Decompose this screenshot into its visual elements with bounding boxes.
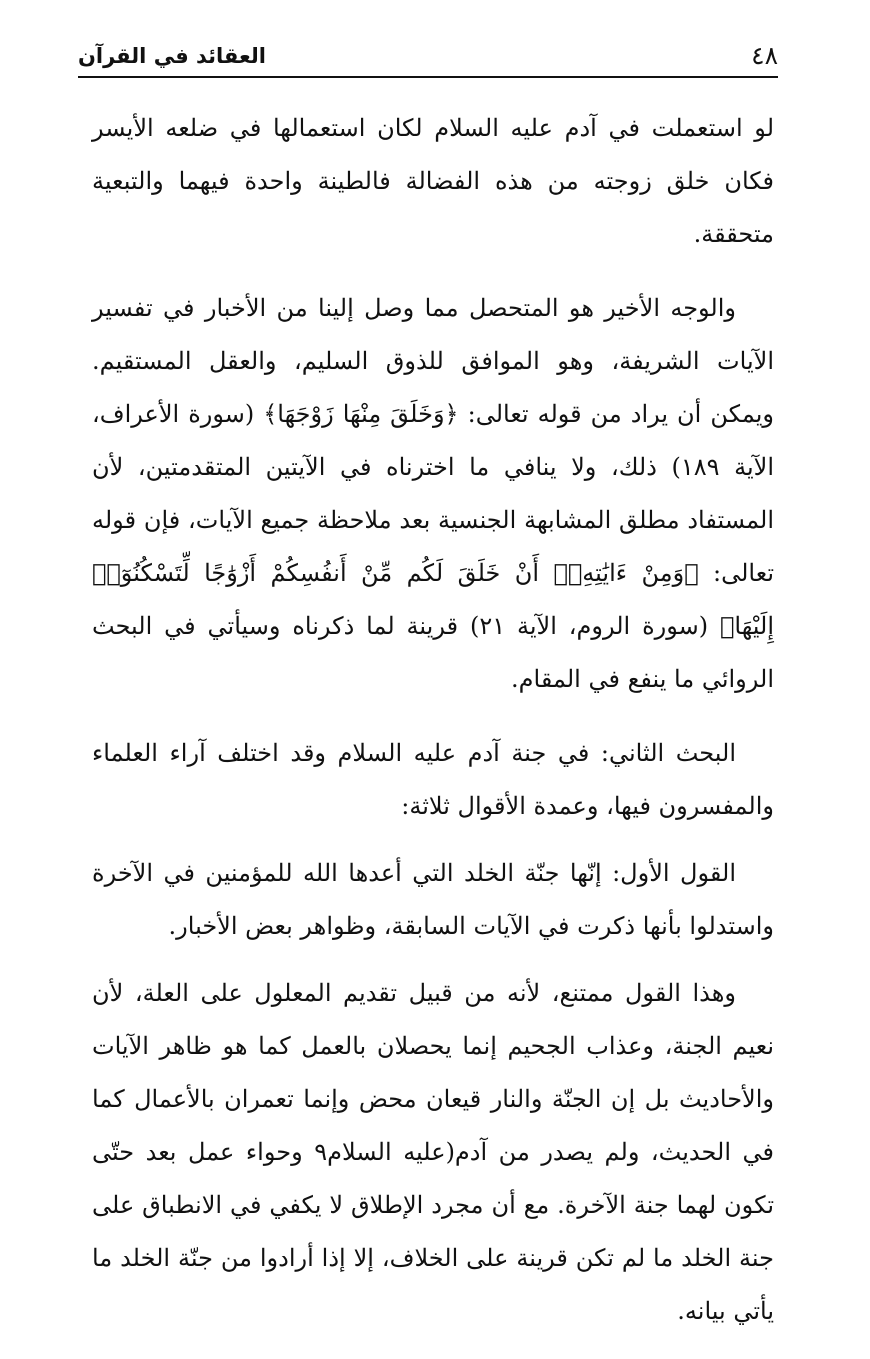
paragraph-3: البحث الثاني: في جنة آدم عليه السلام وقد اختلف آراء العلماء والمفسرون فيها، وعمدة الأقوال ثلاثة: xyxy=(92,739,774,820)
book-title: العقائد في القرآن xyxy=(78,44,266,68)
paragraph-4: القول الأول: إنّها جنّة الخلد التي أعدها الله للمؤمنين في الآخرة واستدلوا بأنها ذكرت في الآيات السابقة، وظواهر بعض الأخبار. xyxy=(92,859,774,940)
page-body xyxy=(92,102,774,1359)
running-header xyxy=(78,28,778,78)
paragraph-1: لو استعملت في آدم عليه السلام لكان استعمالها في ضلعه الأيسر فكان خلق زوجته من هذه الفضالة فالطينة واحدة فيهما والتبعية متحققة. xyxy=(92,114,774,248)
page-number: ٤٨ xyxy=(751,41,778,70)
paragraph-2: والوجه الأخير هو المتحصل مما وصل إلينا من الأخبار في تفسير الآيات الشريفة، وهو الموافق للذوق السليم، والعقل المستقيم. ويمكن أن يراد من قوله تعالى: ﴿وَخَلَقَ مِنْهَا زَوْجَهَا﴾ (سورة الأعراف، الآية ١٨٩) ذلك، ولا ينافي ما اخترناه في الآيتين المتقدمتين، لأن المستفاد مطلق المشابهة الجنسية بعد ملاحظة جميع الآيات، فإن قوله تعالى: ﴿وَمِنْ ءَايَٰتِهِۦٓ أَنْ خَلَقَ لَكُم مِّنْ أَنفُسِكُمْ أَزْوَٰجًا لِّتَسْكُنُوٓا۟ إِلَيْهَا﴾ (سورة الروم، الآية ٢١) قرينة لما ذكرناه وسيأتي في البحث الروائي ما ينفع في المقام. xyxy=(92,294,775,693)
paragraph-5: وهذا القول ممتنع، لأنه من قبيل تقديم المعلول على العلة، لأن نعيم الجنة، وعذاب الجحيم إنما يحصلان بالعمل كما هو ظاهر الآيات والأحاديث بل إن الجنّة والنار قيعان محض وإنما تعمران بالأعمال كما في الحديث، ولم يصدر من آدم(عليه السلام٩ وحواء عمل بعد حتّى تكون لهما جنة الآخرة. مع أن مجرد الإطلاق لا يكفي في الانطباق على جنة الخلد ما لم تكن قرينة على الخلاف، إلا إذا أرادوا من جنّة الخلد ما يأتي بيانه. xyxy=(92,979,774,1325)
